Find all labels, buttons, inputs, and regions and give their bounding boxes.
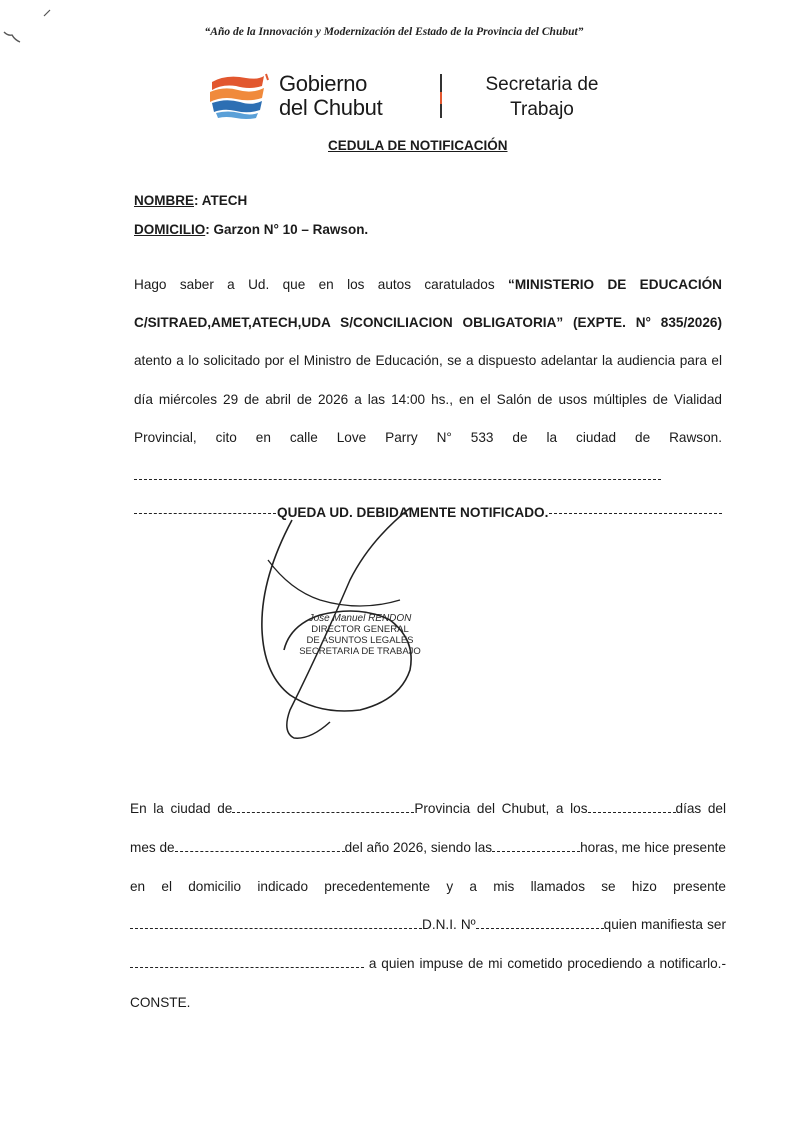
gobierno-chubut-logo-icon	[206, 72, 270, 120]
pen-scribble-mark	[0, 0, 60, 50]
stamp-line4: SECRETARIA DE TRABAJO	[299, 646, 421, 657]
gobierno-chubut-wordmark	[279, 72, 382, 120]
case-title: “MINISTERIO DE EDUCACIÓN C/SITRAED,AMET,ATECH,UDA S/CONCILIACION OBLIGATORIA” (EXPTE. N° 835/2026)	[134, 277, 722, 331]
city-blank	[232, 812, 414, 813]
form-presence-text: hice presente en el domicilio indicado precedentemente y a mis llamados se hizo	[130, 839, 726, 894]
logo-divider-accent	[440, 92, 442, 104]
form-days-label: días	[675, 801, 702, 816]
dni-blank	[476, 928, 604, 929]
stamp-line3: DE ASUNTOS LEGALES	[306, 635, 414, 646]
form-month-label: del mes de	[130, 801, 727, 855]
body-intro: Hago saber a Ud. que en los autos caratulados	[134, 277, 509, 292]
body-rest: atento a lo solicitado por el Ministro de Educación, se a dispuesto adelantar la audiencia para el día miércoles 29 de abril de 2026 a las 14:00 hs., en el Salón de usos múltiples de Vialidad Provincial, cito en calle Love Parry N° 533 de la ciudad de Rawson.	[134, 353, 722, 445]
year-motto: “Año de la Innovación y Modernización del Estado de la Provincia del Chubut”	[204, 26, 584, 38]
form-present-label: presente	[673, 878, 726, 894]
gov-name-line2: del Chubut	[279, 95, 383, 120]
stamp-line2: DIRECTOR GENERAL	[311, 624, 409, 635]
role-blank	[130, 967, 364, 968]
form-manifiesta-label: manifiesta ser	[641, 917, 726, 933]
addressee-address	[134, 222, 368, 237]
official-stamp	[290, 613, 430, 657]
month-blank	[175, 851, 345, 852]
address-value: : Garzon N° 10 – Rawson.	[205, 222, 369, 237]
notification-form	[130, 790, 726, 1023]
form-city-label: En la ciudad de	[130, 801, 233, 816]
form-quien-label: quien	[603, 917, 637, 933]
notification-body	[134, 266, 722, 495]
form-conste-text: procediendo a notificarlo.- CONSTE.	[130, 956, 726, 1010]
secretaria-trabajo-label	[462, 72, 622, 122]
person-blank	[130, 928, 422, 929]
addressee-name	[134, 193, 247, 208]
hour-blank	[492, 851, 580, 852]
form-hours-label: horas, me	[580, 839, 641, 855]
name-label: NOMBRE	[134, 193, 194, 208]
rawson-dash-fill	[134, 479, 661, 480]
form-year-label: del año 2026, siendo las	[344, 839, 493, 855]
name-value: : ATECH	[194, 193, 248, 208]
notified-dash-right	[549, 513, 722, 514]
stamp-signer-name: Jose Manuel RENDON	[308, 613, 412, 624]
address-label: DOMICILIO	[134, 222, 206, 237]
day-blank	[588, 812, 676, 813]
form-cometido-text: a quien impuse de mi cometido	[364, 956, 563, 972]
secretaria-line2: Trabajo	[510, 99, 574, 120]
secretaria-line1: Secretaria de	[485, 74, 599, 95]
form-province-label: Provincia del Chubut, a los	[414, 801, 588, 816]
gov-name-line1: Gobierno	[279, 71, 368, 96]
form-dni-label: D.N.I. Nº	[422, 917, 476, 933]
notified-text: QUEDA UD. DEBIDAMENTE NOTIFICADO.	[277, 504, 549, 520]
document-title: CEDULA DE NOTIFICACIÓN	[328, 138, 508, 153]
